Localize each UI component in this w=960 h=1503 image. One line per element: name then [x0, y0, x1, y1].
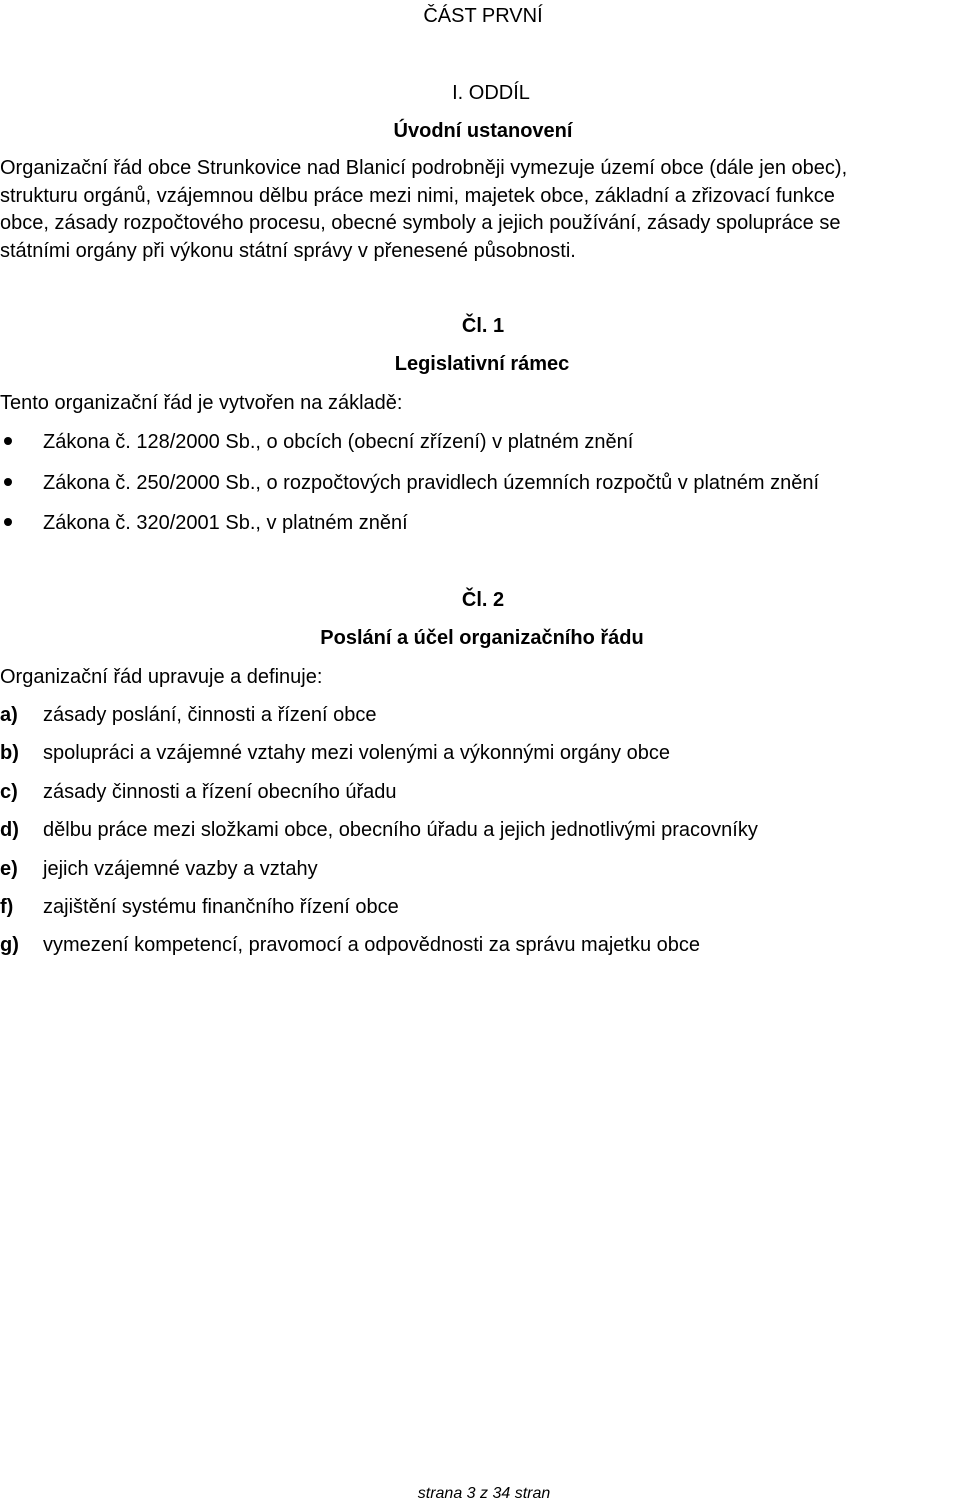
list-item-letter: f) — [0, 896, 14, 918]
list-item-text: zásady činnosti a řízení obecního úřadu — [43, 781, 397, 803]
list-item-text: Zákona č. 128/2000 Sb., o obcích (obecní zřízení) v platném znění — [43, 431, 634, 453]
list-item-text: jejich vzájemné vazby a vztahy — [43, 858, 318, 880]
intro-line: obce, zásady rozpočtového procesu, obecné symboly a jejich používání, zásady spolupráce se — [0, 212, 841, 234]
list-item-letter: a) — [0, 704, 18, 726]
section-title: I. ODDÍL — [452, 82, 530, 104]
article1-number: Čl. 1 — [461, 315, 505, 337]
list-item-letter: g) — [0, 934, 19, 956]
list-item-text: dělbu práce mezi složkami obce, obecního úřadu a jejich jednotlivými pracovníky — [43, 819, 758, 841]
article1-title: Legislativní rámec — [394, 353, 570, 375]
intro-line: strukturu orgánů, vzájemnou dělbu práce mezi nimi, majetek obce, základní a zřizovací funkce — [0, 184, 835, 207]
list-item-text: Zákona č. 320/2001 Sb., v platném znění — [43, 512, 408, 534]
list-item-letter: e) — [0, 858, 18, 880]
bullet-icon — [4, 437, 12, 445]
article2-title: Poslání a účel organizačního řádu — [320, 627, 644, 649]
part-title: ČÁST PRVNÍ — [423, 5, 543, 27]
intro-paragraph — [0, 155, 960, 265]
section-subtitle: Úvodní ustanovení — [393, 120, 573, 142]
list-item-letter: d) — [0, 819, 19, 841]
list-item-text: Zákona č. 250/2000 Sb., o rozpočtových pravidlech územních rozpočtů v platném znění — [43, 472, 819, 494]
list-item-text: zásady poslání, činnosti a řízení obce — [43, 704, 377, 726]
article2-lead: Organizační řád upravuje a definuje: — [0, 666, 323, 688]
article1-lead: Tento organizační řád je vytvořen na základě: — [0, 392, 403, 414]
bullet-icon — [4, 478, 12, 486]
list-item-letter: b) — [0, 742, 19, 764]
list-item-text: zajištění systému finančního řízení obce — [43, 896, 399, 918]
page-footer: strana 3 z 34 stran — [417, 1485, 551, 1502]
list-item-letter: c) — [0, 781, 18, 803]
list-item-text: spolupráci a vzájemné vztahy mezi volenými a výkonnými orgány obce — [43, 742, 670, 764]
intro-line: státními orgány při výkonu státní správy v přenesené působnosti. — [0, 239, 576, 262]
intro-line: Organizační řád obce Strunkovice nad Blanicí podrobněji vymezuje území obce (dále jen obec), — [0, 157, 848, 179]
article2-number: Čl. 2 — [461, 589, 505, 611]
list-item-text: vymezení kompetencí, pravomocí a odpovědnosti za správu majetku obce — [43, 934, 701, 956]
bullet-icon — [4, 518, 12, 526]
